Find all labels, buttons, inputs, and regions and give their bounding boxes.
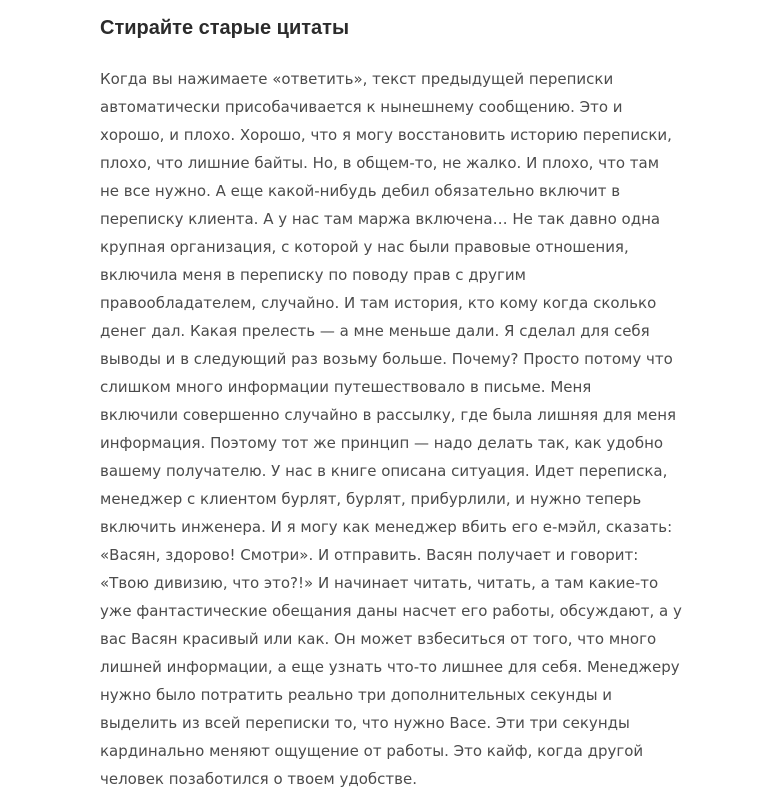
article bbox=[100, 14, 680, 793]
paragraph-line: вас Васян красивый или как. Он может взбеситься от того, что много bbox=[100, 630, 657, 648]
paragraph-line: правообладателем, случайно. И там история, кто кому когда сколько bbox=[100, 294, 657, 312]
paragraph-line: хорошо, и плохо. Хорошо, что я могу восстановить историю переписки, bbox=[100, 126, 672, 144]
paragraph-line: вашему получателю. У нас в книге описана ситуация. Идет переписка, bbox=[100, 462, 668, 480]
paragraph-line: Когда вы нажимаете «ответить», текст предыдущей переписки bbox=[100, 70, 614, 88]
paragraph-line: крупная организация, с которой у нас были правовые отношения, bbox=[100, 238, 629, 256]
paragraph-line: информация. Поэтому тот же принцип — надо делать так, как удобно bbox=[100, 434, 664, 452]
paragraph-line: «Твою дивизию, что это?!» И начинает читать, читать, а там какие-то bbox=[100, 574, 659, 592]
paragraph-line: включить инженера. И я могу как менеджер вбить его е-мэйл, сказать: bbox=[100, 518, 673, 536]
article-paragraph bbox=[100, 65, 680, 793]
paragraph-line: слишком много информации путешествовало в письме. Меня bbox=[100, 378, 592, 396]
paragraph-line: включила меня в переписку по поводу прав с другим bbox=[100, 266, 526, 284]
paragraph-line: включили совершенно случайно в рассылку, где была лишняя для меня bbox=[100, 406, 677, 424]
paragraph-line: денег дал. Какая прелесть — а мне меньше дали. Я сделал для себя bbox=[100, 322, 650, 340]
paragraph-line: переписку клиента. А у нас там маржа включена… Не так давно одна bbox=[100, 210, 661, 228]
paragraph-line: лишней информации, а еще узнать что-то лишнее для себя. Менеджеру bbox=[100, 658, 680, 676]
paragraph-line: кардинально меняют ощущение от работы. Это кайф, когда другой bbox=[100, 742, 644, 760]
paragraph-line: не все нужно. А еще какой-нибудь дебил обязательно включит в bbox=[100, 182, 621, 200]
paragraph-line: плохо, что лишние байты. Но, в общем-то, не жалко. И плохо, что там bbox=[100, 154, 660, 172]
article-heading: Стирайте старые цитаты bbox=[100, 17, 350, 39]
paragraph-line: менеджер с клиентом бурлят, бурлят, прибурлили, и нужно теперь bbox=[100, 490, 642, 508]
paragraph-line: человек позаботился о твоем удобстве. bbox=[100, 770, 417, 788]
paragraph-line: «Васян, здорово! Смотри». И отправить. Васян получает и говорит: bbox=[100, 546, 639, 564]
paragraph-line: выводы и в следующий раз возьму больше. Почему? Просто потому что bbox=[100, 350, 673, 368]
paragraph-line: уже фантастические обещания даны насчет его работы, обсуждают, а у bbox=[100, 602, 682, 620]
paragraph-line: нужно было потратить реально три дополнительных секунды и bbox=[100, 686, 613, 704]
paragraph-line: автоматически присобачивается к нынешнему сообщению. Это и bbox=[100, 98, 623, 116]
paragraph-line: выделить из всей переписки то, что нужно Васе. Эти три секунды bbox=[100, 714, 630, 732]
